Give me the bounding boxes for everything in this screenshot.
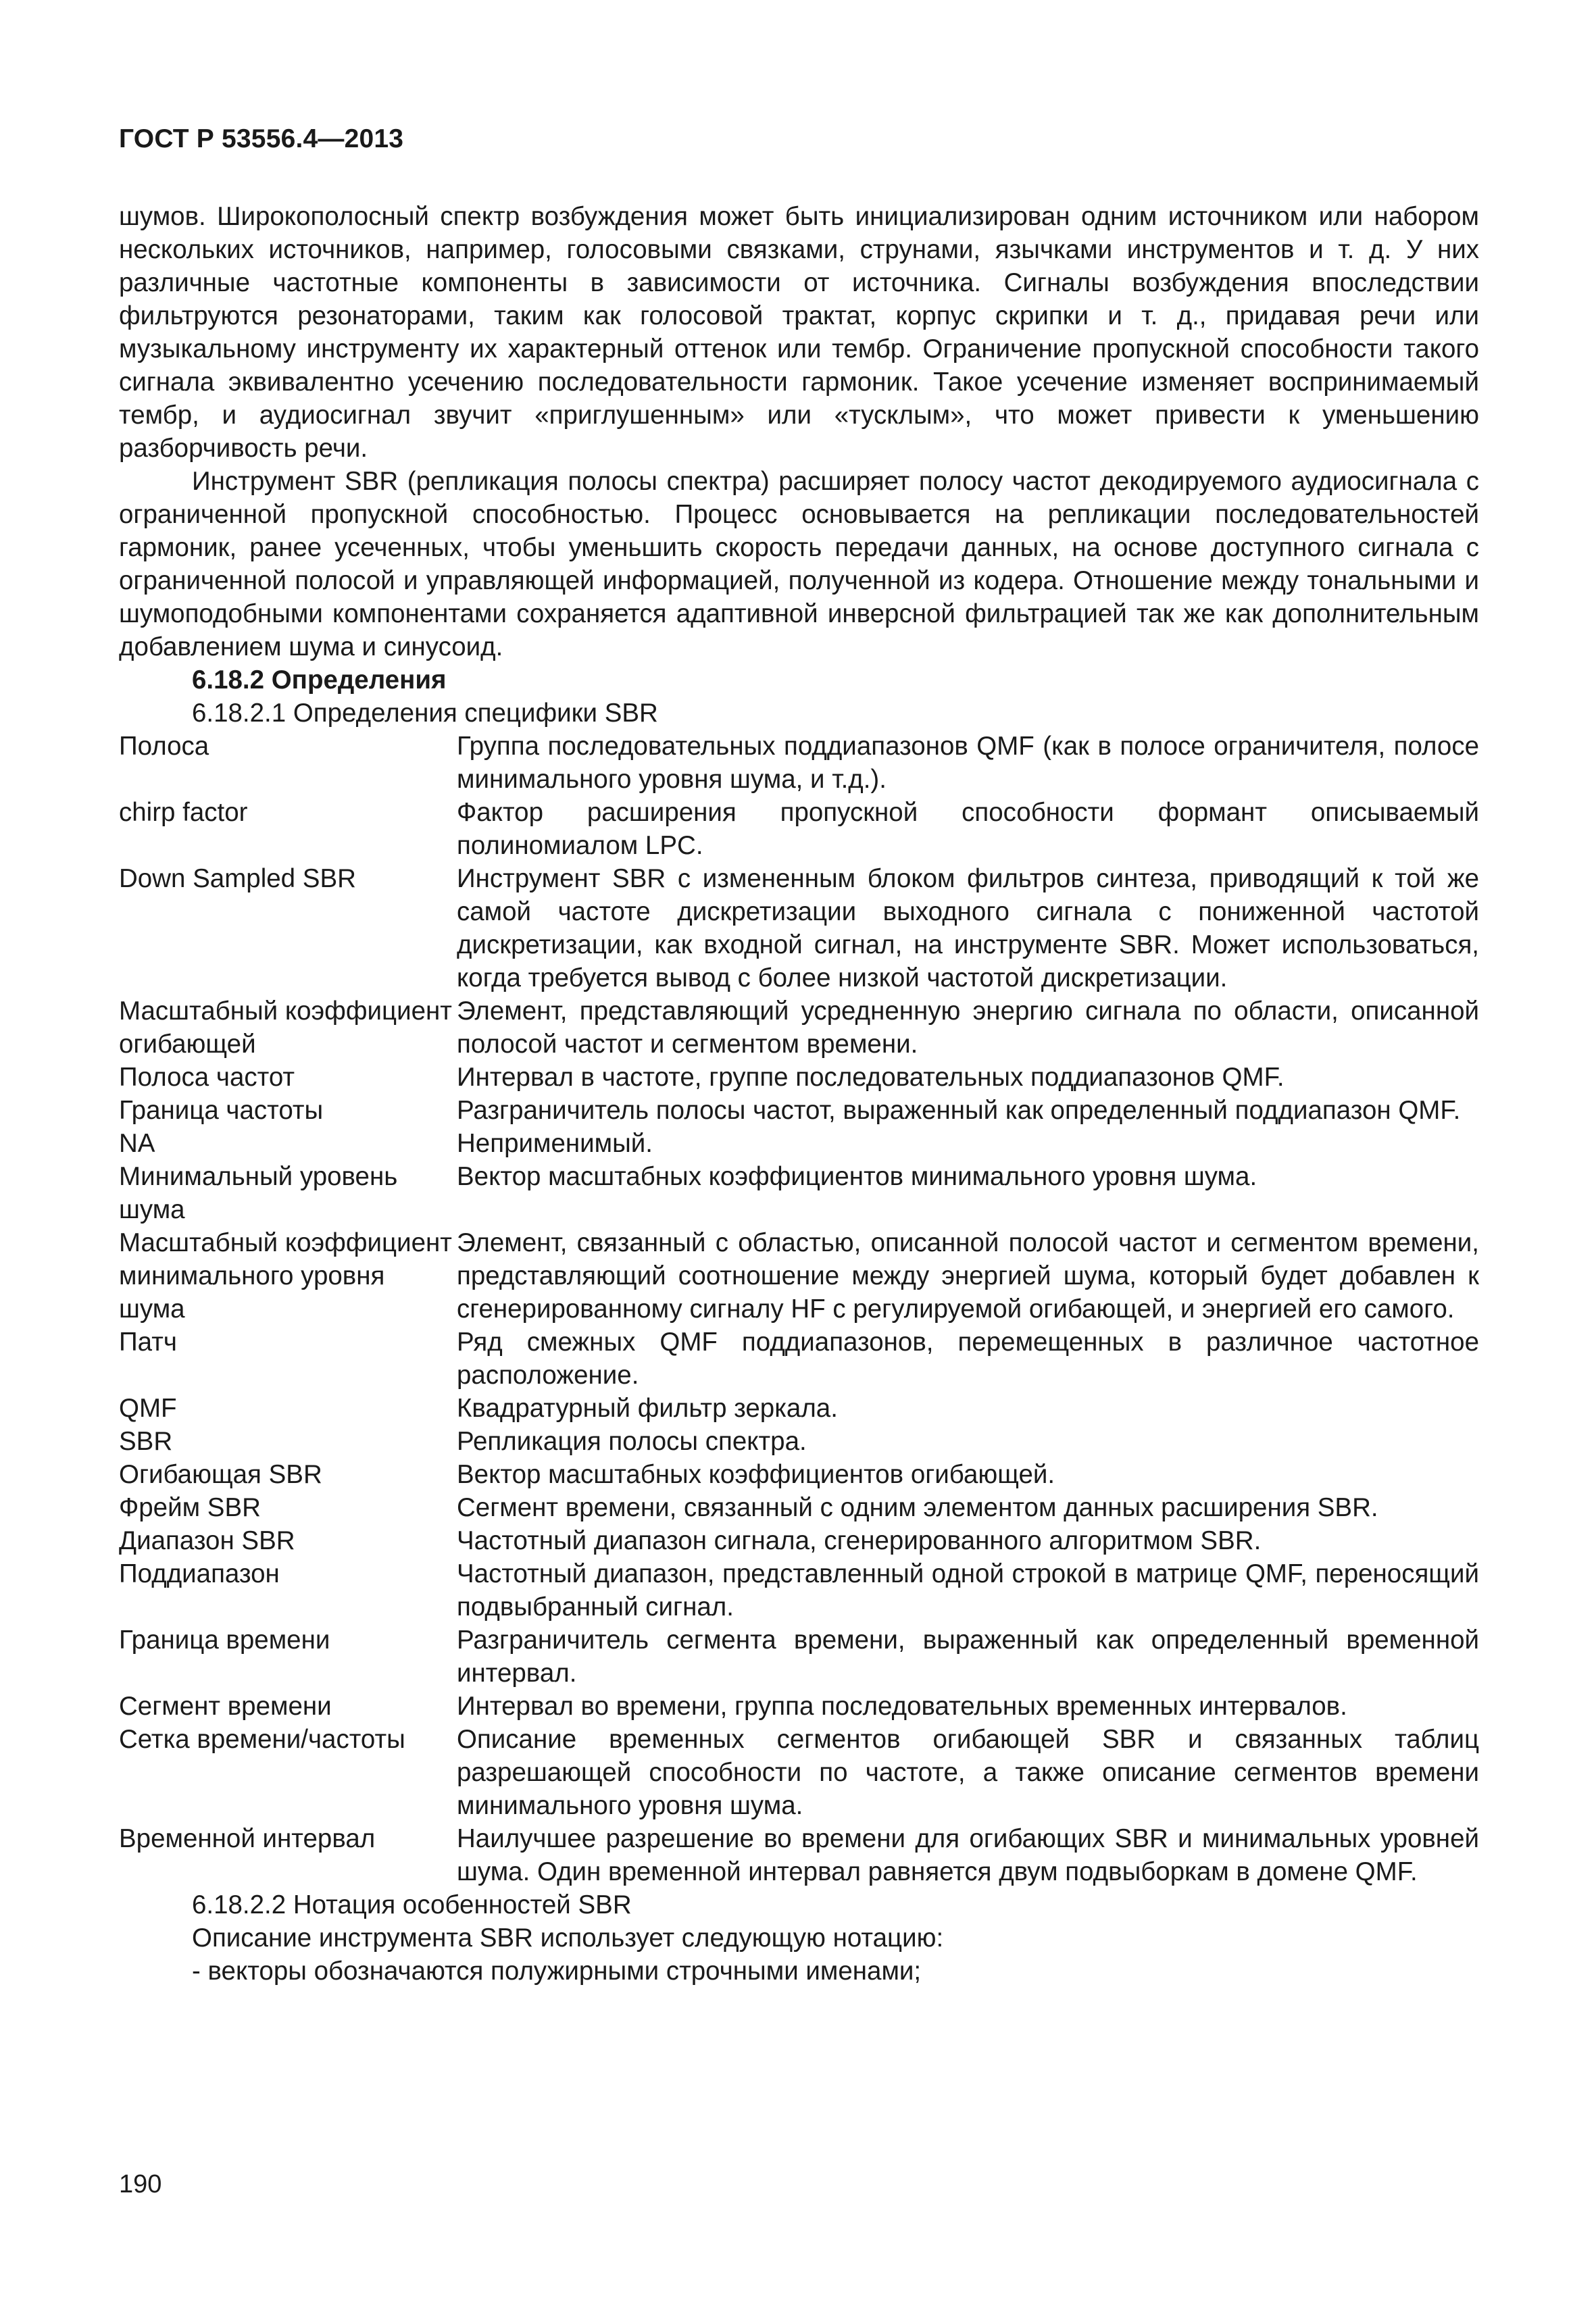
notation-intro: Описание инструмента SBR использует следующую нотацию: <box>192 1923 944 1953</box>
definition-row <box>119 1458 1479 1491</box>
definition-text: Группа последовательных поддиапазонов QMF (как в полосе ограничителя, полосе минимального уровня шума, и т.д.). <box>457 732 1479 794</box>
definition-term: Огибающая SBR <box>119 1460 322 1489</box>
definition-text: Частотный диапазон сигнала, сгенерированного алгоритмом SBR. <box>457 1526 1262 1555</box>
definition-text: Интервал в частоте, группе последовательных поддиапазонов QMF. <box>457 1063 1285 1092</box>
definition-row <box>119 1061 1479 1094</box>
definition-term: Down Sampled SBR <box>119 864 356 893</box>
definition-row <box>119 1425 1479 1458</box>
definition-text: Вектор масштабных коэффициентов огибающей. <box>457 1460 1055 1489</box>
definition-text: Наилучшее разрешение во времени для огибающих SBR и минимальных уровней шума. Один временной интервал равняется двум подвыборкам в домене QMF. <box>457 1824 1479 1886</box>
definition-row <box>119 1557 1479 1624</box>
intro-paragraph-2: Инструмент SBR (репликация полосы спектра) расширяет полосу частот декодируемого аудиосигнала с ограниченной пропускной способностью. Процесс основывается на репликации последовательностей гармоник, ранее усеченных, чтобы уменьшить скорость передачи данных, на основе доступного сигнала с ограниченной полосой и управляющей информацией, полученной из кодера. Отношение между тональными и шумоподобными компонентами сохраняется адаптивной инверсной фильтрацией так же как дополнительным добавлением шума и синусоид. <box>119 467 1479 661</box>
definition-row <box>119 1822 1479 1888</box>
intro-paragraph-1: шумов. Широкополосный спектр возбуждения может быть инициализирован одним источником или набором нескольких источников, например, голосовыми связками, струнами, язычками инструментов и т. д. У них различные частотные компоненты в зависимости от источника. Сигналы возбуждения впоследствии фильтруются резонаторами, таким как голосовой трактат, корпус скрипки и т. д., придавая речи или музыкальному инструменту их характерный оттенок или тембр. Ограничение пропускной способности такого сигнала эквивалентно усечению последовательности гармоник. Такое усечение изменяет воспринимаемый тембр, и аудиосигнал звучит «приглушенным» или «тусклым», что может привести к уменьшению разборчивость речи. <box>119 202 1479 463</box>
definition-term: Временной интервал <box>119 1824 376 1853</box>
definition-text: Частотный диапазон, представленный одной строкой в матрице QMF, переносящий подвыбранный сигнал. <box>457 1559 1479 1621</box>
definition-term: SBR <box>119 1427 173 1456</box>
page-body <box>119 200 1479 1988</box>
definition-term: Патч <box>119 1328 177 1357</box>
definition-text: Репликация полосы спектра. <box>457 1427 807 1456</box>
definition-row <box>119 1491 1479 1524</box>
definition-term: Масштабный коэффициент минимального уровня шума <box>119 1228 452 1324</box>
definition-row <box>119 1392 1479 1425</box>
definition-term: Минимальный уровень шума <box>119 1162 398 1224</box>
definition-term: Фрейм SBR <box>119 1493 261 1522</box>
definition-row <box>119 995 1479 1061</box>
definition-term: Полоса частот <box>119 1063 295 1092</box>
definition-term: Масштабный коэффициент огибающей <box>119 997 452 1059</box>
definition-term: Полоса <box>119 732 209 761</box>
definition-term: QMF <box>119 1394 177 1423</box>
definition-row <box>119 1624 1479 1690</box>
definition-term: Граница времени <box>119 1626 330 1655</box>
section-heading: 6.18.2 Определения <box>192 665 447 695</box>
definition-term: Сегмент времени <box>119 1692 332 1721</box>
definition-text: Элемент, связанный с областью, описанной полосой частот и сегментом времени, представляющий соотношение между энергией шума, который будет добавлен к сгенерированному сигналу HF с регулируемой огибающей, и энергией его самого. <box>457 1228 1479 1324</box>
definition-row <box>119 1690 1479 1723</box>
definition-term: Граница частоты <box>119 1096 324 1125</box>
definition-text: Разграничитель полосы частот, выраженный как определенный поддиапазон QMF. <box>457 1096 1461 1125</box>
definition-row <box>119 1326 1479 1392</box>
notation-heading: 6.18.2.2 Нотация особенностей SBR <box>192 1890 632 1919</box>
definition-term: NA <box>119 1129 155 1158</box>
definitions-list <box>119 730 1479 1888</box>
notation-list-item: - векторы обозначаются полужирными строчными именами; <box>192 1957 922 1986</box>
definition-text: Ряд смежных QMF поддиапазонов, перемещенных в различное частотное расположение. <box>457 1328 1479 1390</box>
definition-row <box>119 1160 1479 1226</box>
definition-term: Диапазон SBR <box>119 1526 295 1555</box>
definition-term: Сетка времени/частоты <box>119 1725 405 1754</box>
definition-text: Описание временных сегментов огибающей SBR и связанных таблиц разрешающей способности по частоте, а также описание сегментов времени минимального уровня шума. <box>457 1725 1479 1820</box>
definition-row <box>119 730 1479 796</box>
definition-row <box>119 1226 1479 1326</box>
section-subheading: 6.18.2.1 Определения специфики SBR <box>192 699 658 728</box>
definition-row <box>119 1094 1479 1127</box>
definition-text: Инструмент SBR с измененным блоком фильтров синтеза, приводящий к той же самой частоте дискретизации выходного сигнала с пониженной частотой дискретизации, как входной сигнал, на инструменте SBR. Может использоваться, когда требуется вывод с более низкой частотой дискретизации. <box>457 864 1479 992</box>
document-header: ГОСТ Р 53556.4—2013 <box>119 124 404 153</box>
definition-row <box>119 1723 1479 1822</box>
definition-text: Фактор расширения пропускной способности формант описываемый полиномиалом LPC. <box>457 798 1479 860</box>
definition-row <box>119 1127 1479 1160</box>
definition-text: Сегмент времени, связанный с одним элементом данных расширения SBR. <box>457 1493 1378 1522</box>
definition-term: chirp factor <box>119 798 248 827</box>
definition-text: Вектор масштабных коэффициентов минимального уровня шума. <box>457 1162 1257 1191</box>
definition-row <box>119 1524 1479 1557</box>
definition-text: Элемент, представляющий усредненную энергию сигнала по области, описанной полосой частот и сегментом времени. <box>457 997 1479 1059</box>
definition-text: Разграничитель сегмента времени, выраженный как определенный временной интервал. <box>457 1626 1479 1688</box>
definition-text: Интервал во времени, группа последовательных временных интервалов. <box>457 1692 1347 1721</box>
definition-term: Поддиапазон <box>119 1559 280 1588</box>
definition-text: Неприменимый. <box>457 1129 653 1158</box>
definition-text: Квадратурный фильтр зеркала. <box>457 1394 838 1423</box>
definition-row <box>119 862 1479 995</box>
page-number: 190 <box>119 2170 162 2198</box>
definition-row <box>119 796 1479 862</box>
